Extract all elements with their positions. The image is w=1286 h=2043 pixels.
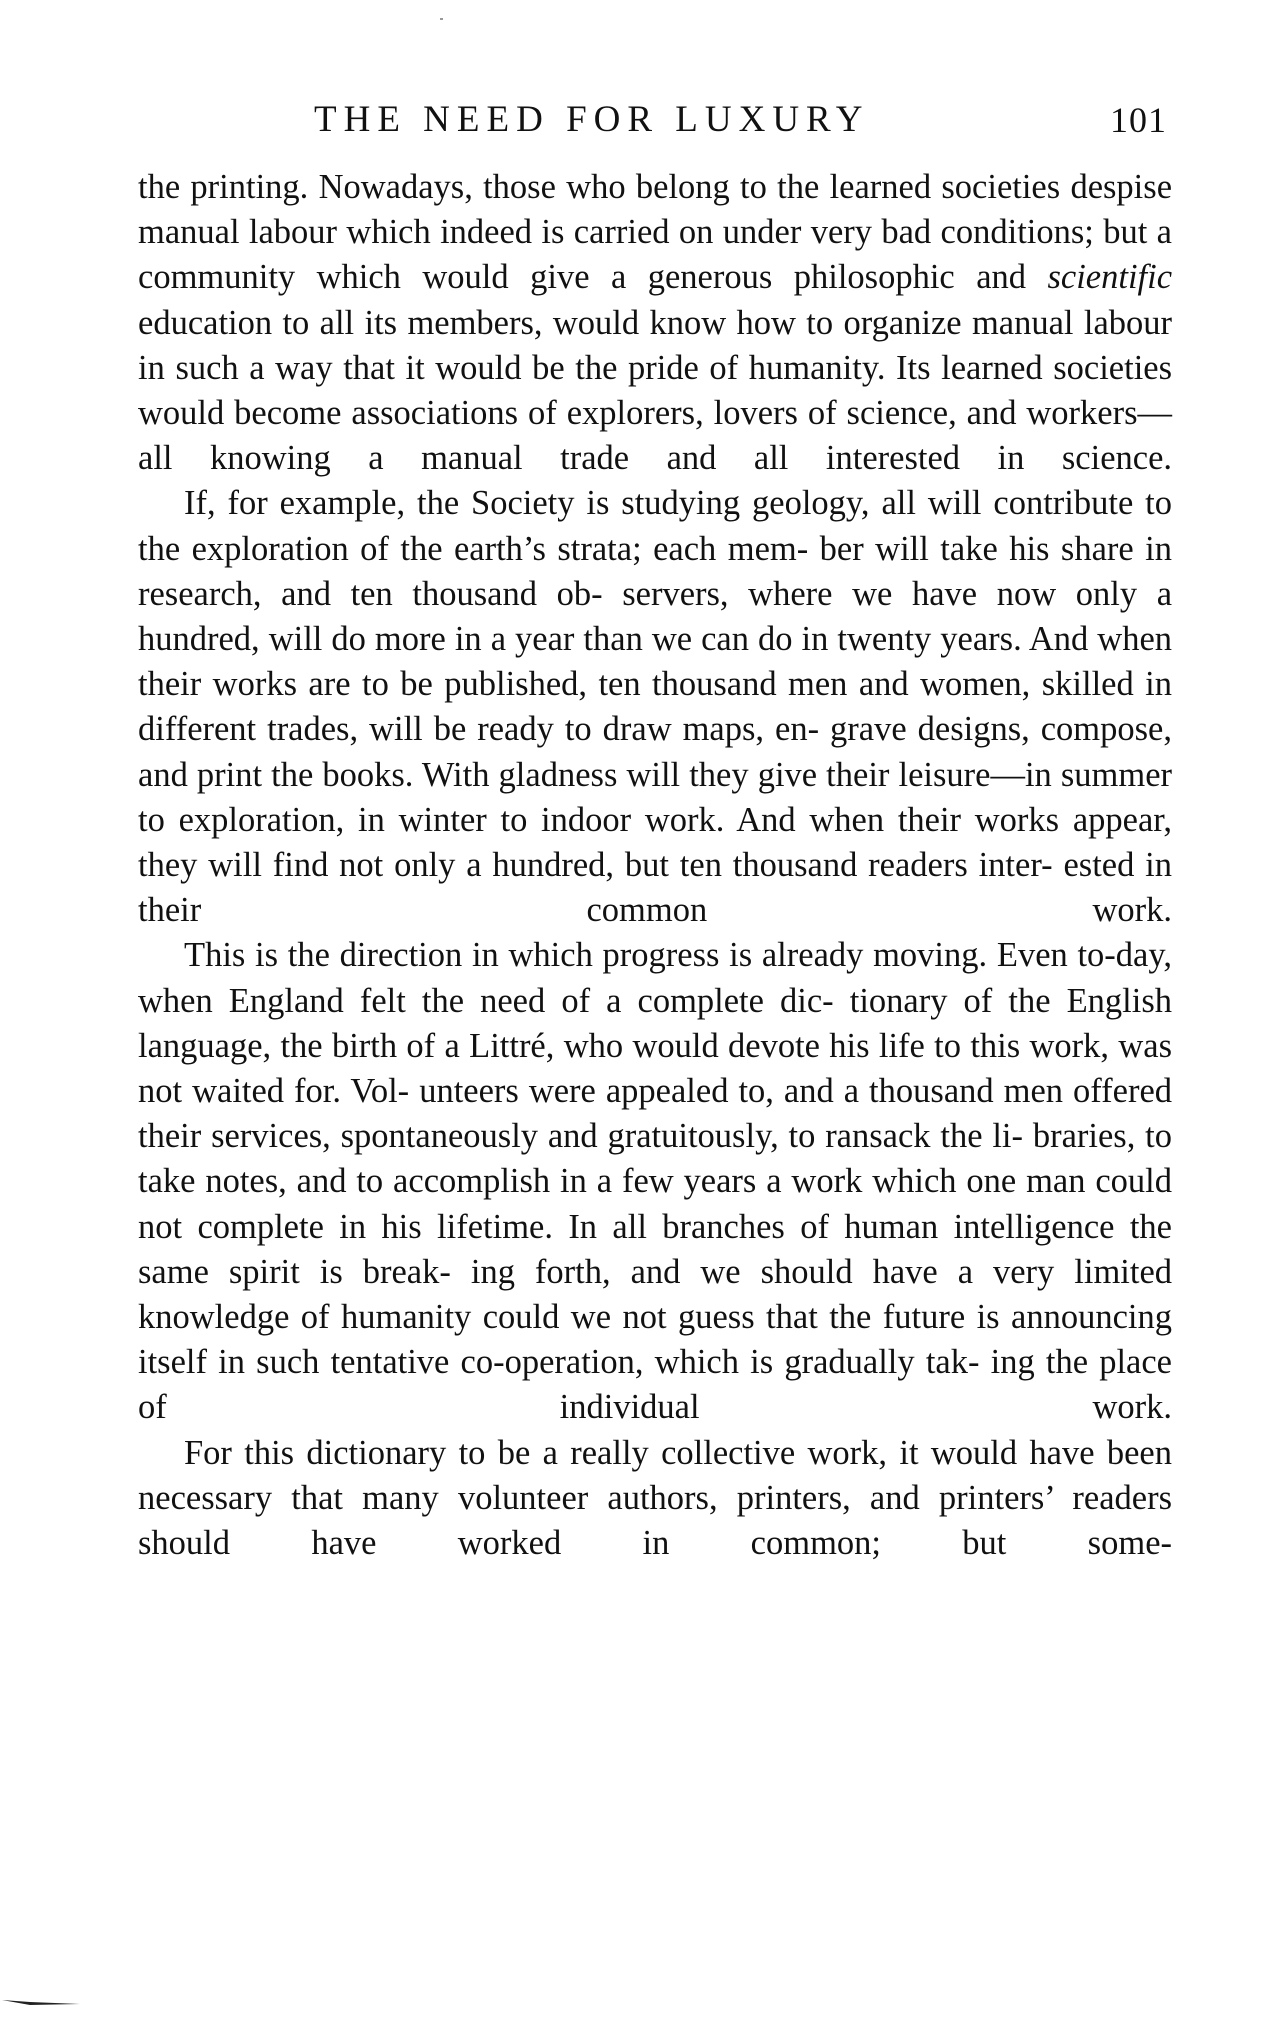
italic-word: scientific: [1047, 258, 1173, 297]
text-line: Even to-day, when England felt the need of a complete dic-: [138, 936, 1172, 1020]
page-speck: [440, 18, 443, 20]
text-line: give a generous philosophic and: [530, 258, 1048, 297]
text-line: ing forth, and we should have a very limited knowledge of: [138, 1252, 1173, 1337]
running-head: [0, 94, 1286, 146]
paragraph-2: [138, 481, 1172, 933]
text-line: all branches of human intelligence the same spirit is break-: [138, 1207, 1172, 1291]
text-line: in a year than we can do in twenty years. And when their: [138, 620, 1173, 704]
text-line: grave designs, compose, and print the books. With gladness: [138, 710, 1172, 794]
paragraph-1: [138, 165, 1172, 481]
text-line: under very bad conditions; but a community which would: [138, 213, 1172, 297]
paragraph-4: [138, 1431, 1172, 1567]
text-line: works are to be published, ten thousand men and women,: [212, 665, 1031, 704]
paragraph-3: [138, 933, 1172, 1430]
text-line: will find not only a hundred, but ten thousand readers inter-: [208, 846, 1053, 885]
text-line: If, for example, the Society is studying geology, all will: [184, 484, 982, 523]
text-line: learned societies would become associations of explorers, lovers: [138, 348, 1173, 433]
text-line: interested in science.: [825, 439, 1173, 478]
corner-dash-mark: [0, 1992, 90, 2012]
text-line: work which one man could not complete in his lifetime. In: [138, 1162, 1173, 1246]
text-line: contribute to the exploration of the earth’s strata; each mem-: [138, 484, 1172, 568]
text-line: such a way that it would be the pride of humanity. Its: [175, 348, 931, 387]
text-line: members, would know how to organize manual labour in: [138, 303, 1173, 387]
text-line: ing the place of individual work.: [138, 1343, 1172, 1427]
text-line: winter to indoor work. And when their works appear, they: [138, 800, 1173, 885]
page-number: 101: [1110, 100, 1167, 140]
text-line: of science, and workers—all knowing a manual trade and all: [138, 394, 1173, 478]
text-line: would devote his life to this work, was not waited for. Vol-: [138, 1026, 1172, 1111]
text-line: have been necessary that many volunteer authors, printers, and: [138, 1433, 1172, 1517]
text-line: skilled in different trades, will be ready to draw maps, en-: [138, 665, 1173, 749]
text-line: printers’ readers should have worked in common; but some-: [138, 1478, 1172, 1563]
text-line: tionary of the English language, the birth of a Littré, who: [138, 981, 1173, 1065]
text-line: services, spontaneously and gratuitously, to ransack the li-: [211, 1117, 1024, 1156]
text-line: societies despise manual labour which indeed is carried on: [138, 168, 1173, 252]
text-line: servers, where we have now only a hundred, will do more: [138, 574, 1173, 659]
text-line: will they give their leisure—in summer to exploration, in: [138, 755, 1173, 839]
body-text: [138, 165, 1172, 1566]
running-title: THE NEED FOR LUXURY: [314, 99, 870, 140]
text-line: education to all its: [138, 303, 398, 342]
text-line: For this dictionary to be a really collective work, it would: [184, 1433, 1018, 1472]
text-line: This is the direction in which progress is already moving.: [184, 936, 988, 975]
text-line: ested in their common work.: [138, 846, 1173, 930]
text-line: braries, to take notes, and to accomplish in a few years a: [138, 1117, 1172, 1201]
text-line: the printing. Nowadays, those who belong to the learned: [138, 168, 932, 206]
text-line: itself in such tentative co-operation, which is gradually tak-: [138, 1343, 980, 1382]
text-line: unteers were appealed to, and a thousand men offered their: [138, 1072, 1173, 1156]
text-line: humanity could we not guess that the future is announcing: [340, 1298, 1172, 1337]
text-line: ber will take his share in research, and ten thousand ob-: [138, 529, 1172, 613]
